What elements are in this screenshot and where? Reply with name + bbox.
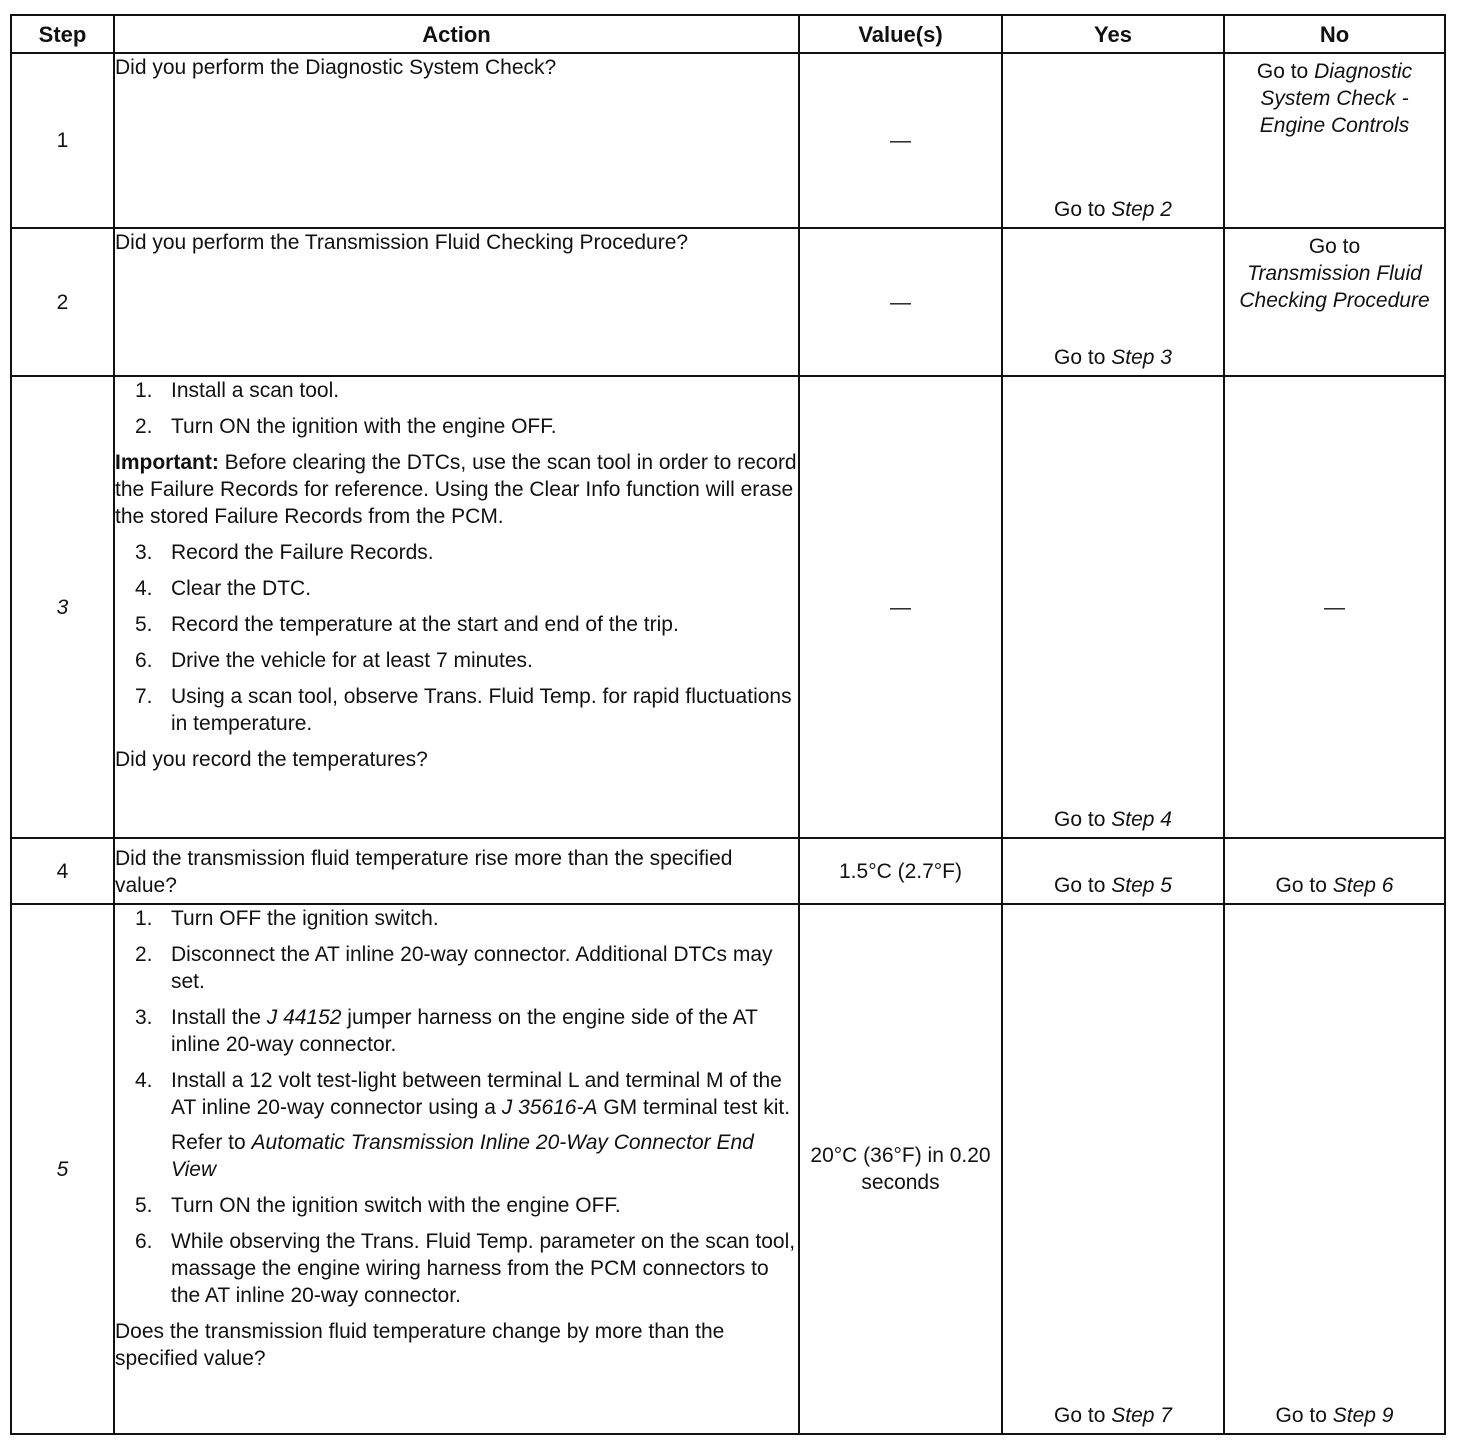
- no-cell: [1224, 904, 1445, 1434]
- value-cell: —: [799, 376, 1002, 838]
- list-item-text: Install the: [171, 1006, 267, 1029]
- yes-goto[interactable]: [1003, 196, 1223, 223]
- yes-goto[interactable]: [1003, 344, 1223, 371]
- goto-link-step-9[interactable]: Step 9: [1332, 1404, 1394, 1427]
- list-item-text: Install a 12 volt test-light between terminal L and terminal M of the AT inline 20-way connector using a: [171, 1069, 782, 1119]
- list-item: 1. Turn OFF the ignition switch.: [135, 907, 439, 930]
- procedure-list: [115, 377, 798, 440]
- action-question: Did you perform the Transmission Fluid Checking Procedure?: [115, 231, 689, 254]
- list-item: 2. Disconnect the AT inline 20-way connector. Additional DTCs may set.: [135, 943, 773, 993]
- no-goto[interactable]: [1225, 872, 1444, 899]
- header-no: No: [1224, 15, 1445, 53]
- goto-prefix: Go to: [1054, 346, 1112, 369]
- goto-prefix: Go to: [1054, 1404, 1112, 1427]
- header-row: [11, 15, 1445, 53]
- header-action: Action: [114, 15, 799, 53]
- goto-link-step-2[interactable]: Step 2: [1111, 198, 1172, 221]
- action-question: Did you perform the Diagnostic System Check?: [115, 56, 557, 79]
- ref-prefix: Refer to: [171, 1131, 252, 1154]
- step-number: 1: [11, 53, 114, 228]
- list-item: 7. Using a scan tool, observe Trans. Fluid Temp. for rapid fluctuations in temperature.: [135, 685, 792, 735]
- list-item-text: Clear the DTC.: [171, 577, 312, 600]
- value-cell: 20°C (36°F) in 0.20 seconds: [799, 904, 1002, 1434]
- important-label: Important:: [115, 451, 219, 474]
- goto-prefix: Go to: [1256, 60, 1315, 83]
- step-number: 2: [11, 228, 114, 376]
- action-question: Did you record the temperatures?: [115, 748, 428, 771]
- list-item-text: Disconnect the AT inline 20-way connector. Additional DTCs may set.: [171, 943, 773, 993]
- goto-prefix: Go to: [1275, 874, 1333, 897]
- table-row-step-4: [11, 838, 1445, 904]
- list-item: 2. Turn ON the ignition with the engine OFF.: [135, 415, 557, 438]
- goto-prefix: Go to: [1054, 874, 1112, 897]
- goto-link-step-3[interactable]: Step 3: [1111, 346, 1172, 369]
- list-item: 5. Turn ON the ignition switch with the engine OFF.: [135, 1194, 621, 1217]
- value-cell: —: [799, 228, 1002, 376]
- table-row-step-5: [11, 904, 1445, 1434]
- yes-cell: [1002, 838, 1224, 904]
- list-item-text: Turn OFF the ignition switch.: [171, 907, 439, 930]
- list-item: 5. Record the temperature at the start and end of the trip.: [135, 613, 679, 636]
- yes-cell: [1002, 376, 1224, 838]
- no-cell: —: [1224, 376, 1445, 838]
- action-cell: [114, 904, 799, 1434]
- yes-goto[interactable]: [1003, 872, 1223, 899]
- no-cell: [1224, 838, 1445, 904]
- list-item: 6. Drive the vehicle for at least 7 minutes.: [135, 649, 533, 672]
- header-yes: Yes: [1002, 15, 1224, 53]
- list-item: 6. While observing the Trans. Fluid Temp. parameter on the scan tool, massage the engine wiring harness from the PCM connectors to the AT inline 20-way connector.: [135, 1230, 796, 1307]
- important-text: Before clearing the DTCs, use the scan tool in order to record the Failure Records for reference. Using the Clear Info function will erase the stored Failure Records from the PCM.: [115, 451, 797, 528]
- list-item-text: Turn ON the ignition switch with the engine OFF.: [171, 1194, 621, 1217]
- reference-note: [171, 1129, 798, 1183]
- tool-ref-j35616a: J 35616-A: [501, 1096, 598, 1119]
- list-item-text: Using a scan tool, observe Trans. Fluid Temp. for rapid fluctuations in temperature.: [171, 685, 792, 735]
- list-item: 4. Clear the DTC.: [135, 577, 312, 600]
- procedure-list: [115, 905, 798, 1309]
- action-cell: [114, 376, 799, 838]
- goto-link-diagnostic-system-check[interactable]: Diagnostic System Check - Engine Controls: [1259, 60, 1413, 137]
- list-item-text: Drive the vehicle for at least 7 minutes.: [171, 649, 533, 672]
- header-values: Value(s): [799, 15, 1002, 53]
- step-number: 3: [11, 376, 114, 838]
- goto-link-step-4[interactable]: Step 4: [1111, 808, 1172, 831]
- value-cell: —: [799, 53, 1002, 228]
- value-cell: 1.5°C (2.7°F): [799, 838, 1002, 904]
- list-item-text: Turn ON the ignition with the engine OFF.: [171, 415, 557, 438]
- goto-link-transmission-fluid-checking[interactable]: Transmission Fluid Checking Procedure: [1239, 262, 1430, 312]
- table-row-step-3: [11, 376, 1445, 838]
- goto-prefix: Go to: [1054, 198, 1112, 221]
- yes-cell: [1002, 904, 1224, 1434]
- action-cell: [114, 53, 799, 228]
- no-goto[interactable]: [1225, 54, 1444, 139]
- list-item-text: Record the Failure Records.: [171, 541, 434, 564]
- goto-prefix: Go to: [1054, 808, 1112, 831]
- list-item: 1. Install a scan tool.: [135, 379, 340, 402]
- list-item-text: GM terminal test kit.: [597, 1096, 791, 1119]
- yes-goto[interactable]: [1003, 1402, 1223, 1429]
- list-item: 3. Record the Failure Records.: [135, 541, 434, 564]
- step-number: 5: [11, 904, 114, 1434]
- goto-link-connector-end-view[interactable]: Automatic Transmission Inline 20-Way Connector End View: [171, 1131, 754, 1181]
- goto-link-step-6[interactable]: Step 6: [1332, 874, 1394, 897]
- header-step: Step: [11, 15, 114, 53]
- procedure-list: [115, 539, 798, 737]
- table-row-step-1: [11, 53, 1445, 228]
- no-cell: [1224, 53, 1445, 228]
- list-item: 4. Install a 12 volt test-light between terminal L and terminal M of the AT inline 20-way connector using a J 35616-A GM terminal test kit. Refer to Automatic Transmission Inline 20-Way Connector End View: [115, 1067, 798, 1183]
- yes-cell: [1002, 53, 1224, 228]
- action-question: Does the transmission fluid temperature change by more than the specified value?: [115, 1320, 725, 1370]
- goto-prefix: Go to: [1275, 1404, 1333, 1427]
- yes-goto[interactable]: [1003, 806, 1223, 833]
- goto-prefix: Go to: [1308, 235, 1361, 258]
- goto-link-step-7[interactable]: Step 7: [1111, 1404, 1172, 1427]
- no-goto[interactable]: [1225, 229, 1444, 314]
- no-goto[interactable]: [1225, 1402, 1444, 1429]
- tool-ref-j44152: J 44152: [266, 1006, 342, 1029]
- action-question: Did the transmission fluid temperature rise more than the specified value?: [115, 847, 733, 897]
- diagnostic-table: [10, 14, 1446, 1435]
- no-cell: [1224, 228, 1445, 376]
- list-item-text: While observing the Trans. Fluid Temp. parameter on the scan tool, massage the engine wiring harness from the PCM connectors to the AT inline 20-way connector.: [171, 1230, 796, 1307]
- table-row-step-2: [11, 228, 1445, 376]
- step-number: 4: [11, 838, 114, 904]
- list-item: 3. Install the J 44152 jumper harness on the engine side of the AT inline 20-way connector.: [135, 1006, 758, 1056]
- list-item-text: jumper harness on the engine side of the AT inline 20-way connector.: [171, 1006, 758, 1056]
- action-cell: [114, 838, 799, 904]
- list-item-text: Record the temperature at the start and end of the trip.: [171, 613, 679, 636]
- goto-link-step-5[interactable]: Step 5: [1111, 874, 1172, 897]
- action-cell: [114, 228, 799, 376]
- important-note: [115, 449, 798, 530]
- list-item-text: Install a scan tool.: [171, 379, 340, 402]
- yes-cell: [1002, 228, 1224, 376]
